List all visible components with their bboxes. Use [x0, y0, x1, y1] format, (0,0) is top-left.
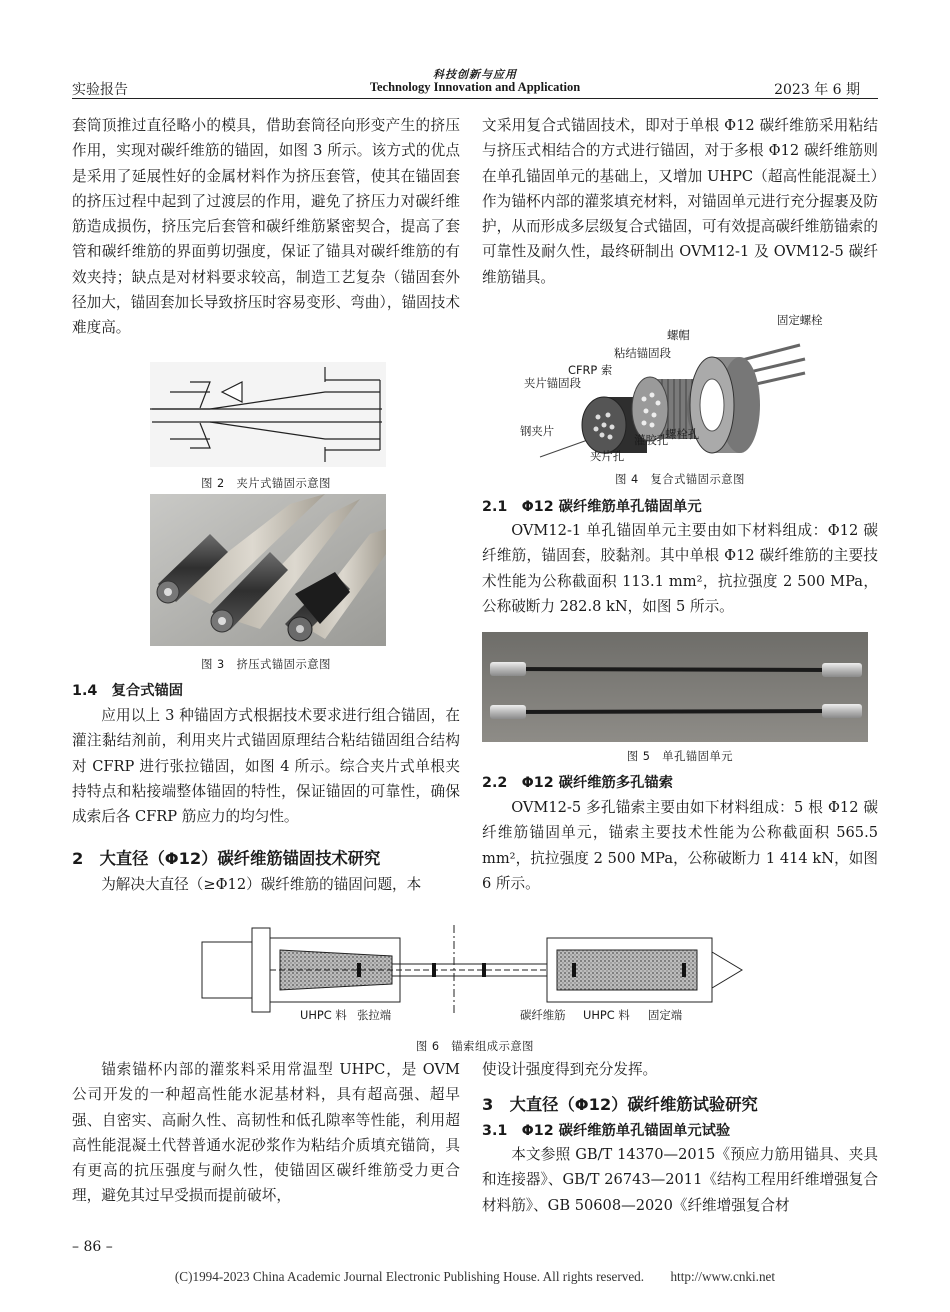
fig6-label-tension-end: 张拉端 [357, 1008, 392, 1022]
section-2-heading: 2 大直径（Φ12）碳纤维筋锚固技术研究 [72, 849, 381, 868]
section-1-4-heading: 1.4 复合式锚固 [72, 683, 184, 699]
section-2-2-body [482, 795, 878, 896]
figure-3-photo [150, 494, 386, 646]
section-3-1-text: 本文参照 GB/T 14370—2015《预应力筋用锚具、夹具和连接器》、GB/T 26743—2011《结构工程用纤维增强复合材料筋》、GB 50608—2020《纤维增强复合材 [482, 1146, 878, 1214]
fig4-label-grout-hole: 灌胶孔 [634, 433, 669, 447]
figure-6-diagram [192, 920, 762, 1020]
figure-2-diagram [150, 362, 386, 467]
section-2-1-text: OVM12-1 单孔锚固单元主要由如下材料组成：Φ12 碳纤维筋，锚固套，胶黏剂。其中单根 Φ12 碳纤维筋的主要技术性能为公称截面积 113.1 mm²，抗拉强度 2 500 MPa，公称破断力 282.8 kN，如图 5 所示。 [482, 522, 878, 615]
single-hole-anchor-photo [482, 632, 868, 742]
figure-5-caption: 图 5 单孔锚固单元 [626, 750, 734, 763]
figure-5-photo [482, 632, 868, 742]
fig4-label-cfrp: CFRP 索 [568, 363, 613, 377]
section-3-heading: 3 大直径（Φ12）碳纤维筋试验研究 [482, 1095, 758, 1114]
section-1-4-text: 应用以上 3 种锚固方式根据技术要求进行组合锚固，在灌注黏结剂前，利用夹片式锚固原理结合粘结锚固组合结构对 CFRP 进行张拉锚固，如图 4 所示。综合夹片式单根夹持特点和粘接端整体锚固的特性，保证锚固的可靠性，确保成索后各 CFRP 筋应力的均匀性。 [72, 707, 460, 826]
right-paragraph-top-text: 文采用复合式锚固技术，即对于单根 Φ12 碳纤维筋采用粘结与挤压式相结合的方式进行锚固，对于多根 Φ12 碳纤维筋则在单孔锚固单元的基础上，又增加 UHPC（超高性能混凝土）作为锚杯内部的灌浆填充材料，对锚固单元进行充分握裹及防护，从而形成多层级复合式锚固，可有效提高碳纤维筋锚索的可靠性及耐久性，最终研制出 OVM12-1 及 OVM12-5 碳纤维筋锚具。 [482, 117, 878, 286]
bottom-left-text: 锚索锚杯内部的灌浆料采用常温型 UHPC，是 OVM 公司开发的一种超高性能水泥基材料，具有超高强、超早强、自密实、高耐久性、高韧性和低孔隙率等性能，利用超高性能混凝土代替普通水泥砂浆作为粘结介质填充锚筒，具有更高的抗压强度与耐久性，使锚固区碳纤维筋受力更合理，避免其过早受损而提前破坏， [72, 1061, 460, 1205]
figure-4-caption: 图 4 复合式锚固示意图 [615, 473, 745, 486]
section-2-2-heading: 2.2 Φ12 碳纤维筋多孔锚索 [482, 775, 674, 791]
bottom-right-cont [482, 1057, 878, 1082]
clip-anchor-drawing [150, 362, 386, 467]
fig6-label-uhpc-left: UHPC 料 [300, 1008, 347, 1022]
cable-assembly-drawing [192, 920, 762, 1020]
fig4-label-bolt-hole: 螺栓孔 [665, 427, 700, 441]
figure-6-caption: 图 6 锚索组成示意图 [416, 1040, 534, 1053]
left-paragraph-top [72, 113, 460, 341]
extrusion-anchor-photo [150, 494, 386, 646]
fig6-label-fixed-end: 固定端 [648, 1008, 683, 1022]
page-number: – 86 – [72, 1239, 113, 1255]
issue-label: 2023 年 6 期 [774, 82, 860, 98]
right-paragraph-top [482, 113, 878, 290]
bottom-right-cont-text: 使设计强度得到充分发挥。 [482, 1061, 658, 1078]
fig6-label-uhpc-right: UHPC 料 [583, 1008, 630, 1022]
fig4-label-steel-clip: 钢夹片 [520, 424, 555, 438]
section-2-body [72, 872, 460, 897]
section-2-1-heading: 2.1 Φ12 碳纤维筋单孔锚固单元 [482, 499, 702, 515]
copyright-footer: (C)1994-2023 China Academic Journal Electronic Publishing House. All rights reserved. http://www.cnki.net [174, 1269, 776, 1284]
journal-title-en: Technology Innovation and Application [369, 80, 581, 94]
journal-title-cn: 科技创新与应用 [433, 68, 517, 81]
fig4-label-clip-section: 夹片锚固段 [524, 376, 581, 390]
bottom-left-body [72, 1057, 460, 1209]
fig4-label-bond-section: 粘结锚固段 [614, 346, 671, 360]
section-3-1-body [482, 1142, 878, 1218]
section-3-1-heading: 3.1 Φ12 碳纤维筋单孔锚固单元试验 [482, 1123, 731, 1139]
section-2-1-body [482, 518, 878, 619]
fig4-label-nut: 螺帽 [667, 328, 690, 342]
fig4-label-fixed-bolt: 固定螺栓 [777, 313, 823, 327]
section-2-text: 为解决大直径（≥Φ12）碳纤维筋的锚固问题，本 [101, 876, 422, 893]
fig6-label-carbon-fiber: 碳纤维筋 [520, 1008, 566, 1022]
fig4-label-clip-hole: 夹片孔 [590, 449, 625, 463]
header-rule [72, 98, 878, 99]
figure-3-caption: 图 3 挤压式锚固示意图 [201, 658, 331, 671]
figure-2-caption: 图 2 夹片式锚固示意图 [201, 477, 331, 490]
section-label: 实验报告 [72, 82, 128, 98]
section-2-2-text: OVM12-5 多孔锚索主要由如下材料组成：5 根 Φ12 碳纤维筋锚固单元，锚索主要技术性能为公称截面积 565.5 mm²，抗拉强度 2 500 MPa，公称破断力 1 414 kN，如图 6 所示。 [482, 799, 878, 892]
section-1-4-body [72, 703, 460, 829]
left-paragraph-top-text: 套筒顶推过直径略小的模具，借助套筒径向形变产生的挤压作用，实现对碳纤维筋的锚固，如图 3 所示。该方式的优点是采用了延展性好的金属材料作为挤压套管，使其在锚固套的挤压过程中起到了过渡层的作用，避免了挤压力对碳纤维筋造成损伤，挤压完后套管和碳纤维筋紧密契合，提高了套管和碳纤维筋的界面剪切强度，保证了锚具对碳纤维筋的有效夹持；缺点是对材料要求较高，制造工艺复杂（锚固套外径加大，锚固套加长导致挤压时容易变形、弯曲），锚固技术难度高。 [72, 117, 460, 337]
